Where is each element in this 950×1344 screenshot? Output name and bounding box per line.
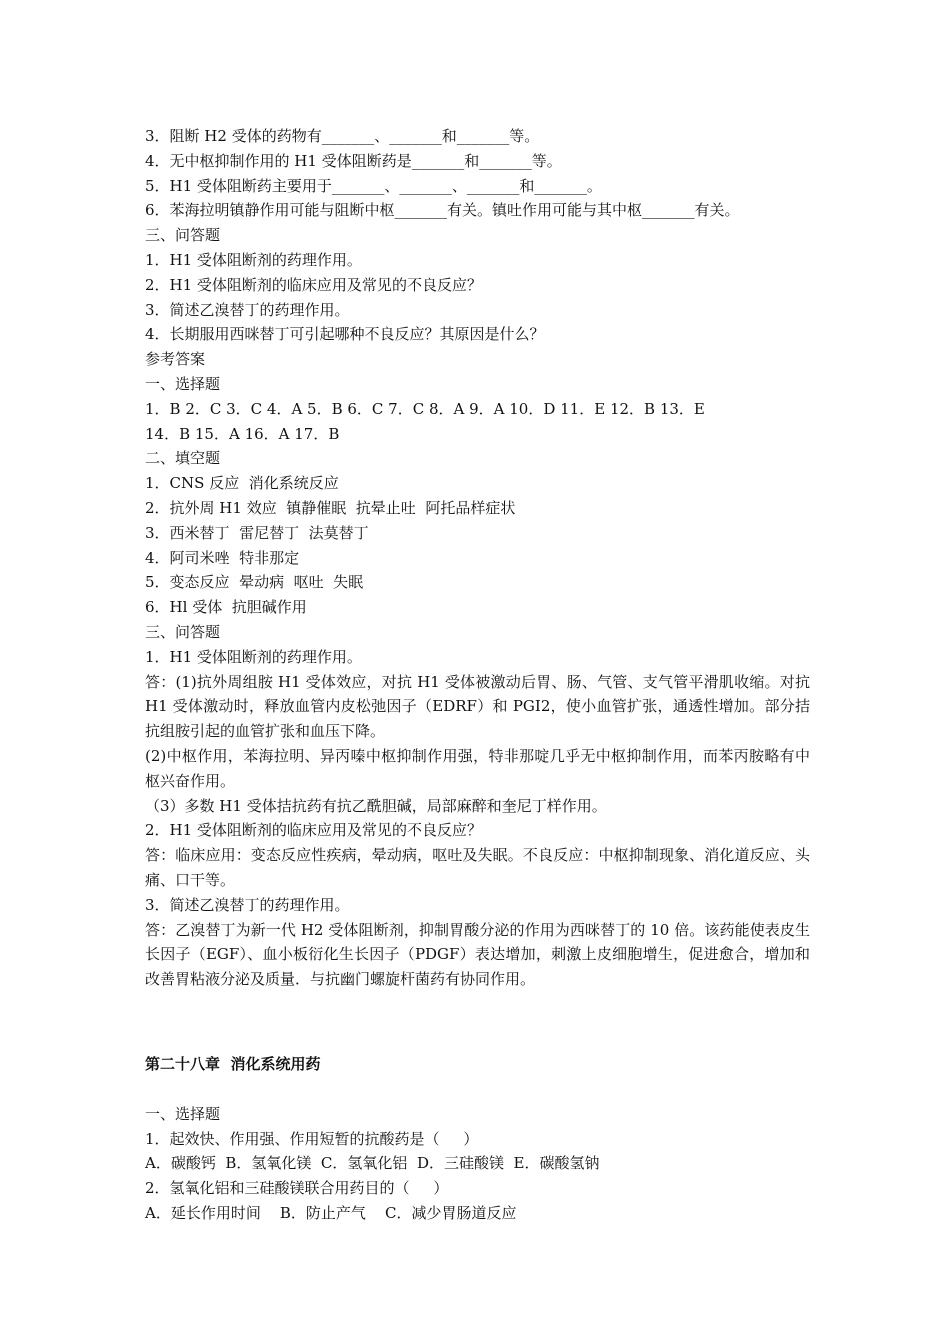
section-heading: 三、问答题 bbox=[145, 226, 221, 245]
question-item: 3．简述乙溴替丁的药理作用。 bbox=[145, 300, 350, 319]
document-body bbox=[145, 124, 810, 1226]
answer-key-line: 14．B 15．A 16．A 17．B bbox=[145, 424, 340, 443]
text-line: 6．苯海拉明镇静作用可能与阻断中枢_______有关。镇吐作用可能与其中枢_______有关。 bbox=[145, 201, 740, 220]
options-line: A．碳酸钙 B．氢氧化镁 C．氢氧化铝 D．三硅酸镁 E．碳酸氢钠 bbox=[145, 1154, 600, 1173]
text-line: 5．H1 受体阻断药主要用于_______、_______、_______和_______。 bbox=[145, 176, 602, 195]
answer-item: 5．变态反应 晕动病 呕吐 失眠 bbox=[145, 573, 364, 592]
question-item: 2．H1 受体阻断剂的临床应用及常见的不良反应？ bbox=[145, 275, 482, 294]
answer-paragraph: (2)中枢作用，苯海拉明、异丙嗪中枢抑制作用强，特非那啶几乎无中枢抑制作用，而苯丙胺略有中枢兴奋作用。 bbox=[145, 746, 810, 790]
answer-paragraph: 答：(1)抗外周组胺 H1 受体效应，对抗 H1 受体被激动后胃、肠、气管、支气管平滑肌收缩。对抗 H1 受体激动时，释放血管内皮松弛因子（EDRF）和 PGI2，使小血管扩张，通透性增加。部分拮抗组胺引起的血管扩张和血压下降。 bbox=[145, 672, 810, 741]
answer-item: 1．CNS 反应 消化系统反应 bbox=[145, 474, 339, 493]
answer-paragraph: 答：临床应用：变态反应性疾病，晕动病，呕吐及失眠。不良反应：中枢抑制现象、消化道反应、头痛、口干等。 bbox=[145, 846, 810, 889]
answer-item: 3．西米替丁 雷尼替丁 法莫替丁 bbox=[145, 523, 369, 542]
question-item: 1．H1 受体阻断剂的药理作用。 bbox=[145, 647, 362, 666]
text-line: 3．阻断 H2 受体的药物有_______、_______和_______等。 bbox=[145, 127, 540, 145]
answer-paragraph: （3）多数 H1 受体拮抗药有抗乙酰胆碱，局部麻醉和奎尼丁样作用。 bbox=[145, 796, 607, 815]
options-line: A．延长作用时间 B．防止产气 C．减少胃肠道反应 bbox=[145, 1204, 517, 1223]
section-heading: 一、选择题 bbox=[145, 1104, 221, 1123]
question-item: 3．简述乙溴替丁的药理作用。 bbox=[145, 895, 350, 914]
question-item: 2．H1 受体阻断剂的临床应用及常见的不良反应？ bbox=[145, 821, 482, 840]
answer-item: 2．抗外周 H1 效应 镇静催眠 抗晕止吐 阿托品样症状 bbox=[145, 498, 516, 517]
section-heading: 二、填空题 bbox=[145, 449, 221, 468]
question-item: 2．氢氧化铝和三硅酸镁联合用药目的（ ） bbox=[145, 1179, 449, 1198]
answers-heading: 参考答案 bbox=[145, 350, 206, 369]
text-line: 4．无中枢抑制作用的 H1 受体阻断药是_______和_______等。 bbox=[145, 151, 562, 170]
section-heading: 三、问答题 bbox=[145, 622, 221, 641]
answer-paragraph: 答：乙溴替丁为新一代 H2 受体阻断剂，抑制胃酸分泌的作用为西咪替丁的 10 倍。该药能使表皮生长因子（EGF）、血小板衍化生长因子（PDGF）表达增加，刺激上皮细胞增生，促进愈合，增加和改善胃粘液分泌及质量．与抗幽门螺旋杆菌药有协同作用。 bbox=[145, 920, 810, 989]
question-item: 1．起效快、作用强、作用短暂的抗酸药是（ ） bbox=[145, 1129, 479, 1148]
section-heading: 一、选择题 bbox=[145, 374, 221, 393]
question-item: 1．H1 受体阻断剂的药理作用。 bbox=[145, 250, 362, 269]
answer-key-line: 1．B 2．C 3．C 4．A 5．B 6．C 7．C 8．A 9．A 10．D 11．E 12．B 13．E bbox=[145, 399, 705, 418]
spacer bbox=[145, 992, 810, 1052]
answer-item: 6．Hl 受体 抗胆碱作用 bbox=[145, 598, 307, 617]
chapter-title: 第二十八章 消化系统用药 bbox=[145, 1054, 321, 1073]
answer-item: 4．阿司米唑 特非那定 bbox=[145, 548, 300, 567]
question-item: 4．长期服用西咪替丁可引起哪种不良反应？其原因是什么？ bbox=[145, 325, 545, 344]
spacer bbox=[145, 1076, 810, 1102]
